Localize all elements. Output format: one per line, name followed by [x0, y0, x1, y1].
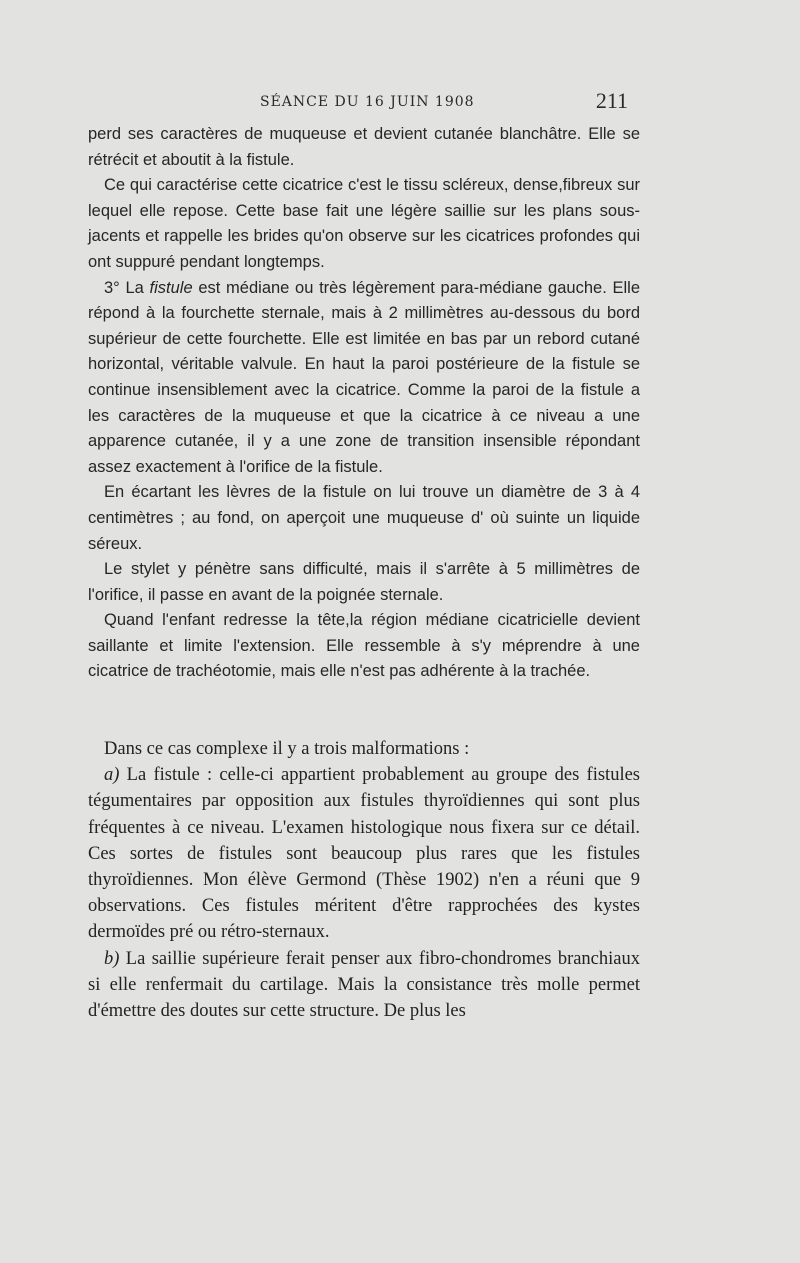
list-label: a) [104, 765, 120, 786]
paragraph: Le stylet y pénètre sans difficulté, mais il s'arrête à 5 millimètres de l'orifice, il passe en avant de la poignée sternale. [88, 560, 640, 604]
paragraph: Quand l'enfant redresse la tête,la région médiane cicatricielle devient saillante et limite l'extension. Elle ressemble à s'y méprendre à une cicatrice de trachéotomie, mais elle n'est pas adhérente à la trachée. [88, 611, 640, 681]
paragraph: Dans ce cas complexe il y a trois malformations : [104, 739, 470, 759]
paragraph-text: est médiane ou très légèrement para-médiane gauche. Elle répond à la fourchette sternale, mais à 2 millimètres au-dessous du bord supérieur de cette fourchette. Elle est limitée en bas par un rebord cutané horizontal, véritable valvule. En haut la paroi postérieure de la fistule se continue insensiblement avec la cicatrice. Comme la paroi de la fistule a les caractères de la muqueuse et que la cicatrice à ce niveau a une apparence cutanée, il y a une zone de transition insensible répondant assez exactement à l'orifice de la fistule. [88, 278, 640, 476]
running-title: SÉANCE DU 16 JUIN 1908 [260, 94, 475, 110]
paragraph-text: La fistule : celle-ci appartient probablement au groupe des fistules tégumentaires par opposition aux fistules thyroïdiennes qui sont plus fréquentes à ce niveau. L'examen histologique nous fixera sur ce détail. Ces sortes de fistules sont beaucoup plus rares que les fistules thyroïdiennes. Mon élève Germond (Thèse 1902) n'en a réuni que 9 observations. Ces fistules méritent d'être rapprochées des kystes dermoïdes pré ou rétro-sternaux. [88, 765, 640, 943]
paragraph-b [88, 946, 640, 1025]
paragraph: En écartant les lèvres de la fistule on lui trouve un diamètre de 3 à 4 centimètres ; au fond, on aperçoit une muqueuse d' où suinte un liquide séreux. [88, 483, 640, 553]
list-label: b) [104, 948, 120, 969]
paragraph-text: La saillie supérieure ferait penser aux fibro-chondromes branchiaux si elle renfermait du cartilage. Mais la consistance très molle permet d'émettre des doutes sur cette structure. De plus les [88, 948, 640, 1022]
clinical-description-text [88, 122, 640, 685]
paragraph: Ce qui caractérise cette cicatrice c'est le tissu scléreux, dense,fibreux sur lequel elle repose. Cette base fait une légère saillie sur les plans sous-jacents et rappelle les brides qu'on observe sur les cicatrices profondes qui ont suppuré pendant longtemps. [88, 176, 640, 271]
paragraph: perd ses caractères de muqueuse et devient cutanée blanchâtre. Elle se rétrécit et aboutit à la fistule. [88, 125, 640, 169]
discussion-text [88, 736, 640, 1024]
italic-term: fistule [149, 278, 193, 297]
page-header [88, 88, 628, 118]
paragraph-prefix: 3° La [104, 278, 150, 297]
page-number: 211 [595, 88, 628, 113]
paragraph-a [88, 762, 640, 945]
paragraph-fistule [88, 276, 640, 481]
